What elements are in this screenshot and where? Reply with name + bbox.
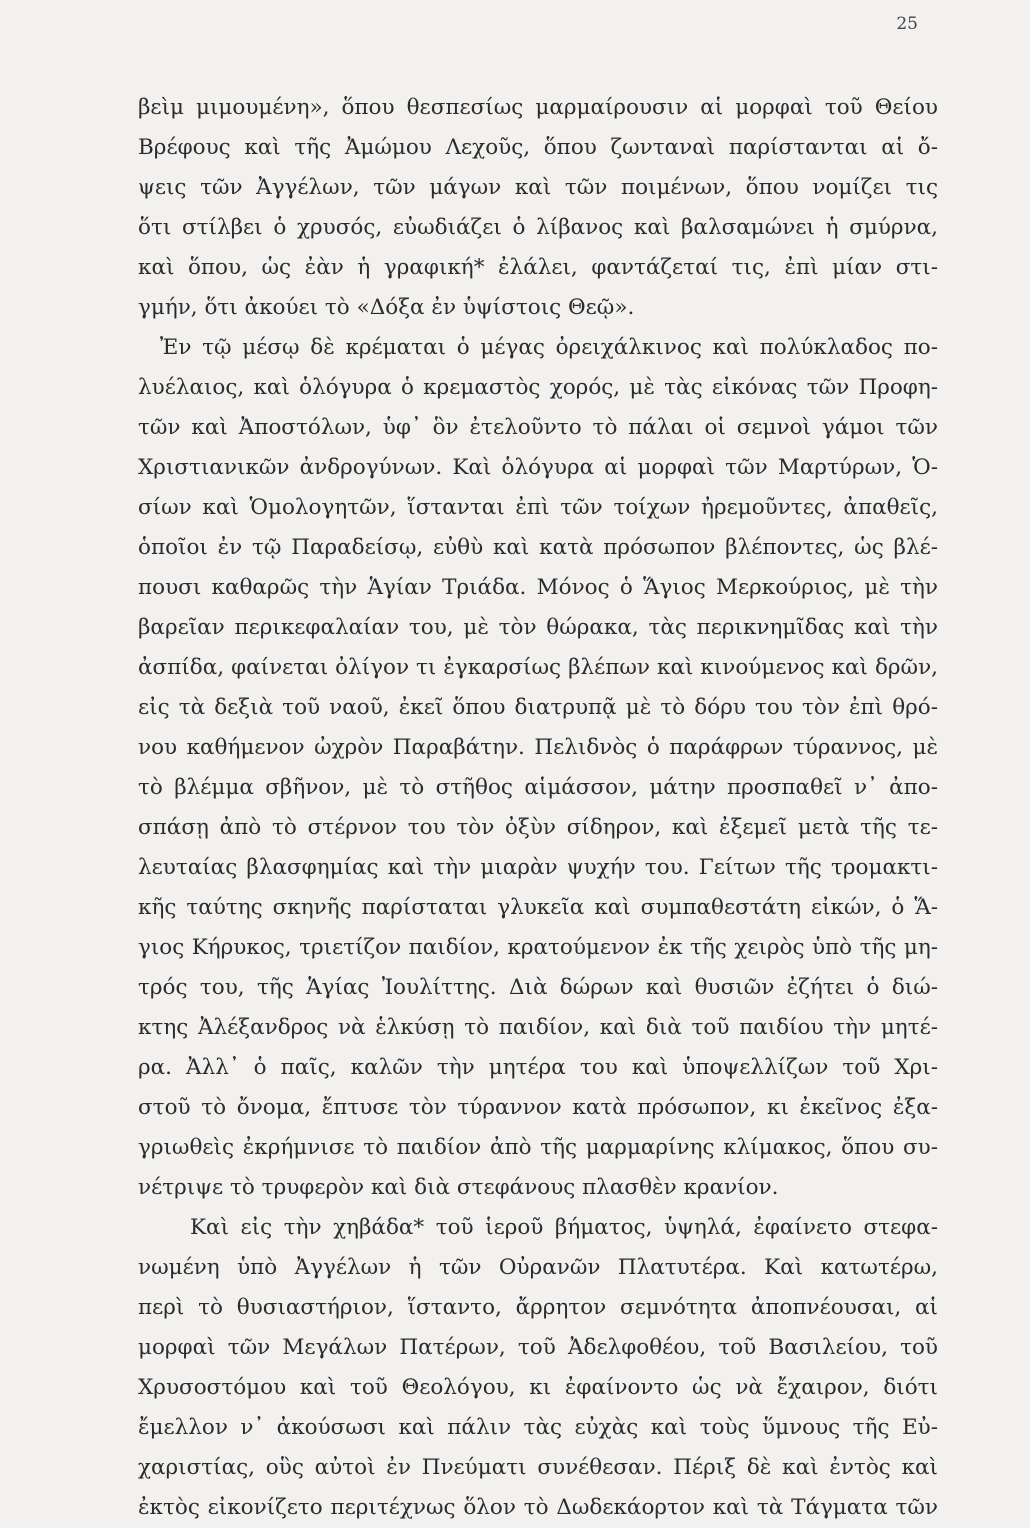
text-line: μορφαὶ τῶν Μεγάλων Πατέρων, τοῦ Ἀδελφοθέου, τοῦ Βασιλείου, τοῦ — [138, 1335, 938, 1360]
text-line: τρός του, τῆς Ἁγίας Ἰουλίττης. Διὰ δώρων καὶ θυσιῶν ἐζήτει ὁ διώ- — [138, 975, 938, 1000]
text-line: ὁποῖοι ἐν τῷ Παραδείσῳ, εὐθὺ καὶ κατὰ πρόσωπον βλέποντες, ὡς βλέ- — [138, 535, 938, 560]
text-line: σπάσῃ ἀπὸ τὸ στέρνον του τὸν ὀξὺν σίδηρον, καὶ ἐξεμεῖ μετὰ τῆς τε- — [138, 815, 938, 840]
text-line: ψεις τῶν Ἀγγέλων, τῶν μάγων καὶ τῶν ποιμένων, ὅπου νομίζει τις — [138, 175, 938, 200]
text-line: λυέλαιος, καὶ ὁλόγυρα ὁ κρεμαστὸς χορός, μὲ τὰς εἰκόνας τῶν Προφη- — [138, 375, 938, 400]
text-line: λευταίας βλασφημίας καὶ τὴν μιαρὰν ψυχήν του. Γείτων τῆς τρομακτι- — [138, 855, 938, 880]
text-line: νωμένη ὑπὸ Ἀγγέλων ἡ τῶν Οὐρανῶν Πλατυτέρα. Καὶ κατωτέρω, — [138, 1255, 938, 1280]
text-line: βεὶμ μιμουμένη», ὅπου θεσπεσίως μαρμαίρουσιν αἱ μορφαὶ τοῦ Θείου — [138, 95, 938, 120]
text-line: γιος Κήρυκος, τριετίζον παιδίον, κρατούμενον ἐκ τῆς χειρὸς ὑπὸ τῆς μη- — [138, 935, 938, 960]
page-number: 25 — [896, 14, 918, 34]
text-line: γμήν, ὅτι ἀκούει τὸ «Δόξα ἐν ὑψίστοις Θεῷ». — [138, 295, 635, 320]
body-text — [138, 88, 938, 1528]
text-line: νου καθήμενον ὠχρὸν Παραβάτην. Πελιδνὸς ὁ παράφρων τύραννος, μὲ — [138, 735, 938, 760]
text-line: κτης Ἀλέξανδρος νὰ ἑλκύσῃ τὸ παιδίον, καὶ διὰ τοῦ παιδίου τὴν μητέ- — [138, 1015, 938, 1040]
text-line: ὅτι στίλβει ὁ χρυσός, εὐωδιάζει ὁ λίβανος καὶ βαλσαμώνει ἡ σμύρνα, — [138, 215, 938, 240]
text-line: περὶ τὸ θυσιαστήριον, ἵσταντο, ἄρρητον σεμνότητα ἀποπνέουσαι, αἱ — [138, 1295, 938, 1320]
text-line: Χριστιανικῶν ἀνδρογύνων. Καὶ ὁλόγυρα αἱ μορφαὶ τῶν Μαρτύρων, Ὁ- — [138, 455, 938, 480]
text-line: στοῦ τὸ ὄνομα, ἔπτυσε τὸν τύραννον κατὰ πρόσωπον, κι ἐκεῖνος ἐξα- — [138, 1095, 938, 1120]
text-line: γριωθεὶς ἐκρήμνισε τὸ παιδίον ἀπὸ τῆς μαρμαρίνης κλίμακος, ὅπου συ- — [138, 1135, 938, 1160]
text-line: εἰς τὰ δεξιὰ τοῦ ναοῦ, ἐκεῖ ὅπου διατρυπᾷ μὲ τὸ δόρυ του τὸν ἐπὶ θρό- — [138, 695, 938, 720]
text-line: τὸ βλέμμα σβῆνον, μὲ τὸ στῆθος αἱμάσσον, μάτην προσπαθεῖ ν᾽ ἀπο- — [138, 775, 938, 800]
text-line: βαρεῖαν περικεφαλαίαν του, μὲ τὸν θώρακα, τὰς περικνημῖδας καὶ τὴν — [138, 615, 938, 640]
text-line: νέτριψε τὸ τρυφερὸν καὶ διὰ στεφάνους πλασθὲν κρανίον. — [138, 1175, 779, 1200]
text-line: ἀσπίδα, φαίνεται ὀλίγον τι ἐγκαρσίως βλέπων καὶ κινούμενος καὶ δρῶν, — [138, 655, 938, 680]
text-line: Χρυσοστόμου καὶ τοῦ Θεολόγου, κι ἐφαίνοντο ὡς νὰ ἔχαιρον, διότι — [138, 1375, 938, 1400]
text-line: Βρέφους καὶ τῆς Ἀμώμου Λεχοῦς, ὅπου ζωνταναὶ παρίστανται αἱ ὄ- — [138, 135, 938, 160]
text-line: Καὶ εἰς τὴν χηβάδα* τοῦ ἱεροῦ βήματος, ὑψηλά, ἐφαίνετο στεφα- — [190, 1215, 938, 1240]
text-line: Ἐν τῷ μέσῳ δὲ κρέμαται ὁ μέγας ὀρειχάλκινος καὶ πολύκλαδος πο- — [160, 335, 938, 360]
text-line: σίων καὶ Ὁμολογητῶν, ἵστανται ἐπὶ τῶν τοίχων ἠρεμοῦντες, ἀπαθεῖς, — [138, 495, 938, 520]
text-line: χαριστίας, οὓς αὐτοὶ ἐν Πνεύματι συνέθεσαν. Πέριξ δὲ καὶ ἐντὸς καὶ — [138, 1455, 938, 1480]
text-line: τῶν καὶ Ἀποστόλων, ὑφ᾽ ὃν ἐτελοῦντο τὸ πάλαι οἱ σεμνοὶ γάμοι τῶν — [138, 415, 938, 440]
text-line: ἐκτὸς εἰκονίζετο περιτέχνως ὅλον τὸ Δωδεκάορτον καὶ τὰ Τάγματα τῶν — [138, 1495, 938, 1520]
text-line: ἔμελλον ν᾽ ἀκούσωσι καὶ πάλιν τὰς εὐχὰς καὶ τοὺς ὕμνους τῆς Εὐ- — [138, 1415, 938, 1440]
text-line: καὶ ὅπου, ὡς ἐὰν ἡ γραφική* ἐλάλει, φαντάζεταί τις, ἐπὶ μίαν στι- — [138, 255, 938, 280]
text-line: πουσι καθαρῶς τὴν Ἁγίαν Τριάδα. Μόνος ὁ Ἅγιος Μερκούριος, μὲ τὴν — [138, 575, 938, 600]
text-line: κῆς ταύτης σκηνῆς παρίσταται γλυκεῖα καὶ συμπαθεστάτη εἰκών, ὁ Ἅ- — [138, 895, 938, 920]
text-line: ρα. Ἀλλ᾽ ὁ παῖς, καλῶν τὴν μητέρα του καὶ ὑποψελλίζων τοῦ Χρι- — [138, 1055, 938, 1080]
